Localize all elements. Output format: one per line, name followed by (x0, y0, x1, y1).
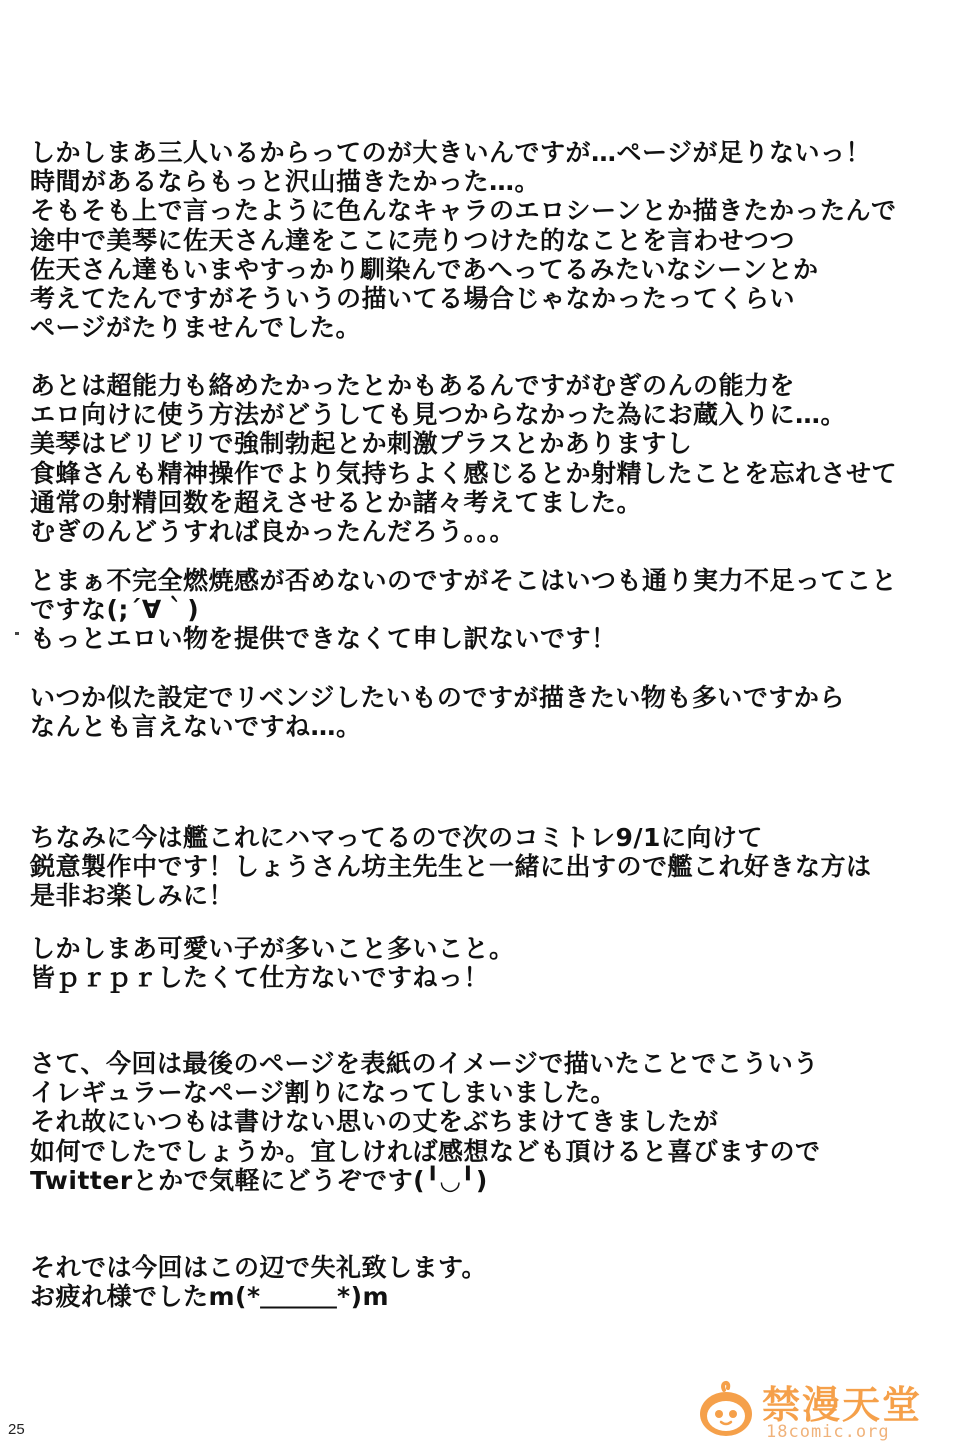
text-line: しかしまあ三人いるからってのが大きいんですが…ページが足りないっ！ (30, 138, 872, 167)
paragraph-pages-lacking (30, 138, 930, 342)
watermark-url: 18comic.org (766, 1422, 890, 1442)
paragraph-cute-girls (30, 934, 930, 992)
page-number: 25 (8, 1421, 25, 1438)
text-line: 考えてたんですがそういうの描いてる場合じゃなかったってくらい (30, 284, 796, 314)
text-line: 佐天さん達もいまやすっかり馴染んであへってるみたいなシーンとか (30, 254, 819, 284)
text-line: しかしまあ可愛い子が多いこと多いこと。 (30, 934, 515, 963)
stray-ink-mark (15, 632, 19, 635)
watermark-title: 禁漫天堂 (762, 1383, 923, 1427)
text-line: 如何でしたでしょうか。宜しければ感想なども頂けると喜びますので (30, 1136, 821, 1166)
text-line: さて、今回は最後のページを表紙のイメージで描いたことでこういう (30, 1049, 819, 1078)
paragraph-apology (30, 566, 930, 654)
text-line: そもそも上で言ったように色んなキャラのエロシーンとか描きたかったんで (30, 196, 897, 226)
mascot-icon (694, 1378, 758, 1442)
text-line: それでは今回はこの辺で失礼致します。 (30, 1253, 488, 1282)
text-line: 美琴はビリビリで強制勃起とか刺激プラスとかありますし (30, 429, 693, 459)
text-line: お疲れ様でしたm(*＿＿＿*)m (30, 1282, 390, 1312)
text-line: 通常の射精回数を超えさせるとか諸々考えてました。 (30, 487, 643, 517)
paragraph-page-layout (30, 1049, 930, 1195)
paragraph-farewell (30, 1253, 930, 1311)
text-line: 鋭意製作中です！しょうさん坊主先生と一緒に出すので艦これ好きな方は (30, 852, 872, 882)
text-line: それ故にいつもは書けない思いの丈をぶちまけてきましたが (30, 1107, 719, 1137)
paragraph-next-event (30, 823, 930, 911)
text-line: 途中で美琴に佐天さん達をここに売りつけた的なことを言わせつつ (30, 225, 796, 255)
text-line: Twitterとかで気軽にどうぞです(╹◡╹) (30, 1165, 488, 1195)
text-line: 是非お楽しみに！ (30, 881, 235, 911)
text-line: 皆ｐｒｐｒしたくて仕方ないですねっ！ (30, 963, 490, 993)
text-line: あとは超能力も絡めたかったとかもあるんですがむぎのんの能力を (30, 371, 796, 400)
text-line: なんとも言えないですね…。 (30, 712, 362, 742)
text-line: エロ向けに使う方法がどうしても見つからなかった為にお蔵入りに…。 (30, 400, 847, 430)
text-line: むぎのんどうすれば良かったんだろう。。。 (30, 517, 516, 547)
watermark-logo (694, 1370, 930, 1450)
paragraph-revenge (30, 683, 930, 741)
text-line: ちなみに今は艦これにハマってるので次のコミトレ9/1に向けて (30, 823, 763, 852)
paragraph-superpowers (30, 371, 930, 546)
text-line: 時間があるならもっと沢山描きたかった…。 (30, 167, 541, 197)
text-line: ページがたりませんでした。 (30, 313, 362, 343)
text-line: イレギュラーなページ割りになってしまいました。 (30, 1078, 617, 1108)
text-line: 食蜂さんも精神操作でより気持ちよく感じるとか射精したことを忘れさせて (30, 458, 898, 488)
text-line: ですな(;´∀｀) (30, 595, 200, 625)
text-line: いつか似た設定でリベンジしたいものですが描きたい物も多いですから (30, 683, 845, 712)
text-line: とまぁ不完全燃焼感が否めないのですがそこはいつも通り実力不足ってこと (30, 566, 898, 595)
text-line: もっとエロい物を提供できなくて申し訳ないです！ (30, 624, 617, 654)
